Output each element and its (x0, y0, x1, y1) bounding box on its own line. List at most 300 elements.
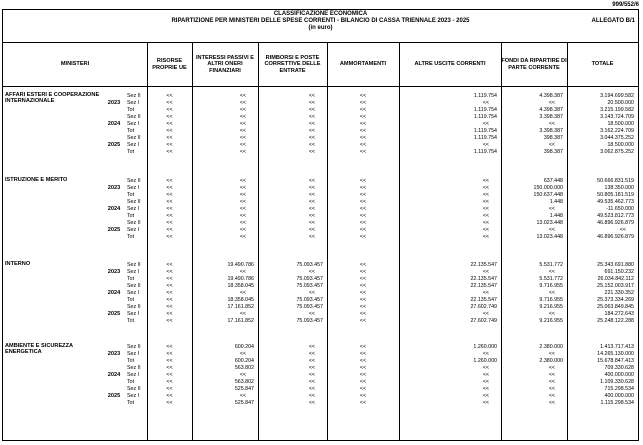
ministry-name: AMBIENTE E SICUREZZA ENERGETICA (5, 343, 73, 356)
section-label: Tot (127, 318, 135, 325)
table-cell: << (359, 351, 367, 358)
table-cell: << (239, 372, 246, 379)
table-cell: << (308, 379, 315, 386)
table-cell: 691.150.232 (604, 269, 634, 276)
section-label: Sez II (127, 178, 141, 184)
table-cell: << (166, 262, 173, 268)
col-rimborsi: RIMBORSI E POSTE CORRETTIVE DELLE ENTRATE (264, 55, 321, 74)
table-cell: << (166, 135, 173, 142)
section-label: Sez I (127, 121, 140, 128)
table-cell: << (359, 372, 367, 379)
table-cell: 1.413.717.413 (600, 344, 634, 350)
table-cell: << (166, 220, 173, 227)
table-cell: << (359, 149, 367, 156)
table-cell: << (359, 227, 367, 234)
table-cell: << (359, 318, 367, 325)
table-cell: << (166, 107, 173, 114)
table-cell: << (482, 311, 489, 318)
table-cell: << (482, 234, 489, 241)
report-header (3, 10, 638, 42)
table-cell: << (548, 121, 555, 128)
table-cell: 715.298.534 (604, 386, 634, 393)
table-cell: 27.602.749 (470, 318, 497, 325)
table-row (3, 400, 638, 407)
table-cell: 27.602.749 (470, 304, 497, 311)
section-label: Tot (127, 358, 135, 365)
table-cell: << (308, 192, 315, 199)
table-cell: << (359, 304, 367, 311)
table-cell: << (482, 213, 489, 220)
table-cell: 400.000.000 (604, 393, 634, 400)
table-cell: 1.109.330.628 (600, 379, 634, 386)
table-cell: 9.216.955 (539, 318, 563, 325)
table-cell: << (239, 149, 246, 156)
table-cell: 525.847 (234, 400, 254, 407)
table-row (3, 318, 638, 325)
table-cell: << (308, 213, 315, 220)
table-cell: << (239, 142, 246, 149)
document-id: 999/552/6 (612, 2, 639, 8)
table-cell: << (548, 100, 555, 107)
table-cell: 2.380.000 (539, 344, 563, 350)
table-cell: 22.135.547 (470, 276, 497, 283)
year-label: 2023 (107, 351, 121, 358)
table-cell: << (359, 311, 367, 318)
table-cell: 15.678.847.413 (597, 358, 634, 365)
ministry-name: INTERNO (5, 261, 31, 267)
table-cell: 563.802 (234, 379, 254, 386)
table-row (3, 107, 638, 114)
table-row (3, 386, 638, 393)
table-cell: << (239, 135, 246, 142)
table-cell: << (308, 400, 315, 407)
table-cell: << (548, 351, 555, 358)
table-cell: << (482, 142, 489, 149)
table-cell: 18.500.000 (607, 142, 634, 149)
table-cell: 13.023.448 (536, 220, 563, 227)
table-cell: << (166, 227, 173, 234)
table-cell: 3.044.375.252 (600, 135, 634, 142)
table-row (3, 93, 638, 100)
table-cell: << (308, 358, 315, 365)
table-row (3, 199, 638, 206)
table-cell: 17.161.852 (227, 304, 254, 311)
table-cell: << (482, 227, 489, 234)
section-label: Sez I (127, 142, 140, 149)
table-row (3, 269, 638, 276)
table-cell: 17.161.852 (227, 318, 254, 325)
table-cell: << (239, 206, 246, 213)
table-cell: << (166, 121, 173, 128)
section-label: Sez II (127, 262, 141, 268)
table-cell: << (239, 234, 246, 241)
table-cell: << (359, 393, 367, 400)
table-cell: << (548, 393, 555, 400)
table-cell: 25.063.849.845 (597, 304, 634, 311)
table-cell: 5.531.772 (539, 262, 563, 268)
table-cell: << (239, 311, 246, 318)
section-label: Tot (127, 107, 135, 114)
table-cell: << (482, 379, 489, 386)
section-label: Sez I (127, 269, 140, 276)
table-cell: << (166, 283, 173, 290)
table-cell: << (359, 100, 367, 107)
table-cell: << (482, 372, 489, 379)
table-cell: << (359, 262, 367, 268)
table-row (3, 100, 638, 107)
section-label: Sez II (127, 386, 141, 393)
table-cell: << (239, 114, 246, 121)
table-cell: << (482, 351, 489, 358)
table-cell: << (359, 192, 367, 199)
table-cell: << (359, 128, 367, 135)
table-cell: 3.398.387 (539, 128, 563, 135)
table-cell: << (308, 93, 315, 99)
allegato-label: ALLEGATO B/1 (591, 18, 635, 24)
table-cell: << (308, 135, 315, 142)
table-cell: << (166, 199, 173, 206)
table-cell: 3.398.387 (539, 114, 563, 121)
col-risorse: RISORSE PROPRIE UE (152, 58, 187, 71)
year-label: 2024 (107, 290, 121, 297)
table-cell: 9.216.955 (539, 304, 563, 311)
table-row (3, 185, 638, 192)
table-cell: 5.531.772 (539, 276, 563, 283)
section-label: Tot (127, 297, 135, 304)
table-cell: << (308, 311, 315, 318)
table-cell: << (482, 192, 489, 199)
table-cell: << (359, 220, 367, 227)
table-cell: 1.119.754 (473, 128, 497, 135)
table-cell: << (166, 213, 173, 220)
table-cell: 2.380.000 (539, 358, 563, 365)
table-cell: 46.896.926.879 (597, 234, 634, 241)
section-label: Sez II (127, 199, 141, 206)
table-cell: << (239, 93, 246, 99)
table-cell: << (239, 121, 246, 128)
section-label: Sez II (127, 344, 141, 350)
table-cell: 20.500.000 (607, 100, 634, 107)
ministry-name: ISTRUZIONE E MERITO (5, 177, 68, 183)
table-cell: << (239, 178, 246, 184)
table-cell: 26.034.842.112 (597, 276, 634, 283)
table-cell: 22.135.547 (470, 283, 497, 290)
table-cell: 3.162.224.709 (600, 128, 634, 135)
table-cell: << (166, 276, 173, 283)
table-cell: 3.143.724.709 (600, 114, 634, 121)
year-label: 2023 (107, 100, 121, 107)
table-row (3, 128, 638, 135)
table-cell: << (308, 121, 315, 128)
table-cell: << (308, 365, 315, 372)
table-cell: << (308, 351, 315, 358)
table-cell: 22.135.547 (470, 297, 497, 304)
table-row (3, 276, 638, 283)
table-cell: 13.023.448 (536, 234, 563, 241)
table-cell: << (359, 206, 367, 213)
table-cell: 600.204 (234, 358, 254, 365)
table-row (3, 290, 638, 297)
table-cell: << (359, 93, 367, 99)
table-cell: << (359, 213, 367, 220)
table-cell: 50.805.181.519 (597, 192, 634, 199)
table-cell: << (359, 114, 367, 121)
col-ammortamenti: AMMORTAMENTI (339, 61, 387, 68)
table-cell: << (548, 311, 555, 318)
table-row (3, 149, 638, 156)
table-cell: << (548, 269, 555, 276)
table-cell: << (166, 344, 173, 350)
table-cell: << (166, 365, 173, 372)
table-cell: << (548, 206, 555, 213)
table-cell: << (482, 178, 489, 184)
section-label: Tot (127, 128, 135, 135)
table-cell: 25.373.334.269 (597, 297, 634, 304)
table-cell: 19.490.786 (227, 276, 254, 283)
table-cell: << (482, 393, 489, 400)
table-cell: << (308, 100, 315, 107)
table-row (3, 178, 638, 185)
section-label: Sez II (127, 220, 141, 227)
table-cell: << (482, 290, 489, 297)
section-label: Tot (127, 276, 135, 283)
table-row (3, 283, 638, 290)
table-row (3, 379, 638, 386)
table-row (3, 220, 638, 227)
table-cell: << (548, 372, 555, 379)
table-cell: 398.387 (543, 149, 563, 156)
table-cell: 9.716.955 (539, 297, 563, 304)
table-row (3, 213, 638, 220)
table-cell: << (359, 234, 367, 241)
table-cell: 1.115.298.534 (600, 400, 634, 407)
table-cell: << (308, 290, 315, 297)
table-cell: 9.716.955 (539, 283, 563, 290)
table-cell: 1.119.754 (473, 149, 497, 156)
table-cell: 221.330.352 (604, 290, 634, 297)
table-cell: << (166, 318, 173, 325)
table-cell: << (359, 142, 367, 149)
table-cell: << (482, 100, 489, 107)
table-row (3, 262, 638, 269)
table-cell: 3.215.199.582 (600, 107, 634, 114)
table-cell: << (166, 234, 173, 241)
section-label: Sez II (127, 283, 141, 290)
table-cell: << (548, 290, 555, 297)
table-cell: << (166, 386, 173, 393)
table-row (3, 121, 638, 128)
table-cell: << (308, 185, 315, 192)
year-label: 2024 (107, 206, 121, 213)
table-cell: << (548, 227, 555, 234)
table-cell: << (166, 206, 173, 213)
table-cell: << (482, 121, 489, 128)
table-cell: 49.535.462.773 (597, 199, 634, 206)
table-cell: << (308, 393, 315, 400)
year-label: 2023 (107, 185, 121, 192)
table-cell: << (166, 185, 173, 192)
col-altre-uscite: ALTRE USCITE CORRENTI (414, 61, 486, 68)
table-cell: << (482, 185, 489, 192)
table-cell: << (359, 400, 367, 407)
table-cell: 3.194.699.582 (600, 93, 634, 99)
table-cell: << (166, 192, 173, 199)
table-cell: << (308, 107, 315, 114)
table-cell: 637.448 (543, 178, 563, 184)
table-cell: 600.204 (234, 344, 254, 350)
table-cell: << (359, 283, 367, 290)
year-label: 2025 (107, 142, 121, 149)
table-row (3, 142, 638, 149)
table-row (3, 393, 638, 400)
table-cell: << (548, 142, 555, 149)
col-ministeri: MINISTERI (60, 61, 90, 68)
table-row (3, 227, 638, 234)
section-label: Sez II (127, 114, 141, 121)
table-cell: << (166, 393, 173, 400)
table-cell: 14.265.130.000 (597, 351, 634, 358)
col-interessi: INTERESSI PASSIVI E ALTRI ONERI FINANZIARI (195, 55, 255, 74)
table-cell: << (166, 128, 173, 135)
table-cell: << (308, 386, 315, 393)
section-label: Sez I (127, 372, 140, 379)
table-cell: 1.119.754 (473, 93, 497, 99)
table-cell: << (548, 379, 555, 386)
table-cell: << (308, 344, 315, 350)
col-fondi: FONDI DA RIPARTIRE DI PARTE CORRENTE (501, 58, 567, 71)
table-cell: << (359, 379, 367, 386)
table-cell: << (548, 386, 555, 393)
table-cell: << (166, 358, 173, 365)
table-cell: << (166, 290, 173, 297)
table-cell: << (166, 311, 173, 318)
table-cell: 18.358.045 (227, 283, 254, 290)
report-unit: (in euro) (308, 25, 333, 31)
table-cell: << (359, 135, 367, 142)
table-row (3, 372, 638, 379)
table-cell: << (548, 365, 555, 372)
table-cell: << (239, 107, 246, 114)
table-cell: 25.343.691.880 (597, 262, 634, 268)
table-cell: 138.350.000 (604, 185, 634, 192)
table-row (3, 351, 638, 358)
table-cell: << (359, 358, 367, 365)
year-label: 2023 (107, 269, 121, 276)
table-cell: << (308, 220, 315, 227)
table-cell: << (308, 269, 315, 276)
table-cell: << (359, 290, 367, 297)
section-label: Sez II (127, 135, 141, 142)
table-cell: << (308, 114, 315, 121)
table-cell: << (359, 386, 367, 393)
table-cell: << (166, 114, 173, 121)
table-cell: << (239, 185, 246, 192)
table-cell: 46.896.926.879 (597, 220, 634, 227)
section-label: Tot (127, 213, 135, 220)
table-row (3, 358, 638, 365)
table-cell: << (482, 365, 489, 372)
section-label: Tot (127, 192, 135, 199)
section-label: Tot (127, 234, 135, 241)
table-cell: 1.448 (549, 199, 563, 206)
table-cell: << (482, 220, 489, 227)
table-cell: 150.000.000 (533, 185, 563, 192)
table-cell: << (166, 178, 173, 184)
section-label: Sez I (127, 290, 140, 297)
table-cell: 184.272.643 (604, 311, 634, 318)
year-label: 2025 (107, 393, 121, 400)
table-cell: << (482, 199, 489, 206)
report-subtitle: RIPARTIZIONE PER MINISTERI DELLE SPESE CORRENTI - BILANCIO DI CASSA TRIENNALE 2023 - 2025 (171, 18, 470, 24)
table-frame (2, 9, 639, 441)
table-cell: 1.119.754 (473, 135, 497, 142)
table-cell: << (308, 372, 315, 379)
table-row (3, 192, 638, 199)
table-cell: 525.847 (234, 386, 254, 393)
table-cell: 3.062.875.252 (600, 149, 634, 156)
table-row (3, 304, 638, 311)
table-cell: << (166, 400, 173, 407)
table-cell: << (239, 269, 246, 276)
table-cell: << (239, 199, 246, 206)
section-label: Sez II (127, 93, 141, 99)
table-row (3, 311, 638, 318)
table-cell: 400.000.000 (604, 372, 634, 379)
year-label: 2024 (107, 372, 121, 379)
section-label: Sez I (127, 206, 140, 213)
table-cell: << (482, 386, 489, 393)
table-cell: << (308, 128, 315, 135)
table-cell: << (166, 351, 173, 358)
table-cell: << (239, 213, 246, 220)
table-cell: 4.398.387 (539, 107, 563, 114)
table-cell: << (239, 227, 246, 234)
table-cell: << (359, 121, 367, 128)
table-cell: << (166, 142, 173, 149)
table-cell: << (166, 269, 173, 276)
table-cell: << (548, 400, 555, 407)
table-cell: << (166, 93, 173, 99)
table-row (3, 365, 638, 372)
table-cell: << (308, 178, 315, 184)
table-cell: << (308, 206, 315, 213)
table-cell: << (308, 234, 315, 241)
table-cell: 18.358.045 (227, 297, 254, 304)
table-cell: << (359, 199, 367, 206)
table-cell: 50.666.831.519 (597, 178, 634, 184)
table-cell: << (166, 149, 173, 156)
table-cell: << (359, 185, 367, 192)
table-cell: << (359, 297, 367, 304)
table-cell: << (359, 344, 367, 350)
table-cell: 1.448 (549, 213, 563, 220)
table-cell: << (359, 107, 367, 114)
table-cell: 1.260.000 (473, 344, 497, 350)
section-label: Sez I (127, 311, 140, 318)
report-title: CLASSIFICAZIONE ECONOMICA (273, 11, 368, 17)
section-label: Sez I (127, 185, 140, 192)
table-cell: << (166, 297, 173, 304)
table-cell: 75.093.457 (296, 318, 323, 325)
table-cell: << (239, 290, 246, 297)
table-row (3, 344, 638, 351)
table-cell: << (359, 178, 367, 184)
table-cell: << (482, 269, 489, 276)
year-label: 2025 (107, 227, 121, 234)
col-totale: TOTALE (591, 61, 614, 68)
table-cell: << (359, 365, 367, 372)
table-cell: << (239, 128, 246, 135)
